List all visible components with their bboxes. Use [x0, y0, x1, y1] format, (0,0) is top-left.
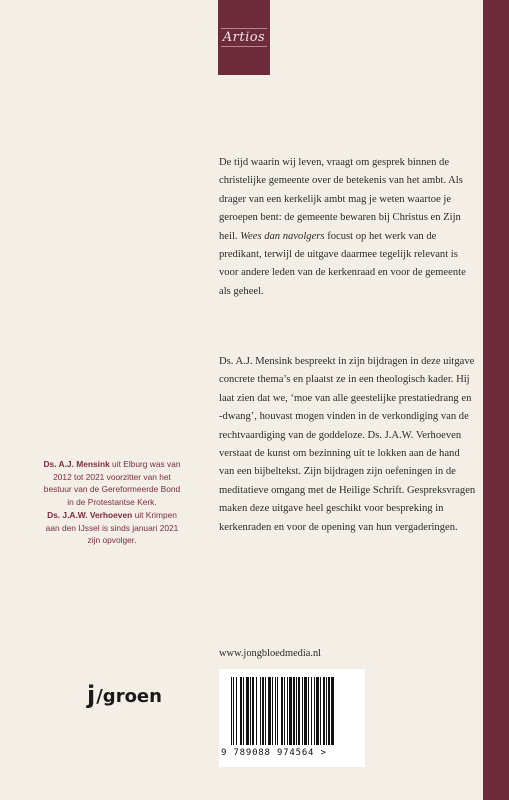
- blurb-paragraph-2: [219, 353, 477, 537]
- author-1-name: Ds. A.J. Mensink: [43, 459, 110, 469]
- barcode-bars: [231, 677, 353, 745]
- barcode-bar: [334, 677, 335, 745]
- isbn-digits: 9 789088 974564 >: [221, 748, 327, 758]
- blurb-p1-part-a: De tijd waarin wij leven, vraagt om gesprek binnen de christelijke gemeente over de betekenis van het ambt. Als drager van een kerkelijk ambt mag je weten waartoe je geroepen bent: de gemeente bewaren bij Christus en Zijn heil.: [219, 157, 463, 242]
- author-bios: [40, 458, 184, 547]
- author-2-name: Ds. J.A.W. Verhoeven: [47, 509, 133, 520]
- blurb-p2-text: Ds. A.J. Mensink bespreekt in zijn bijdragen in deze uitgave concrete thema’s en plaatst ze in een theologisch kader. Hij laat zien dat we, ‘moe van alle geestelijke prestatiedrang en -dwang’, houvast mogen vinden in de verkondiging van de rechtvaardiging van de goddeloze. Ds. J.A.W. Verhoeven verstaat de kunst om bezinning uit te lokken aan de hand van een bijbeltekst. Zijn bijdragen zijn oefeningen in de meditatieve omgang met de Heilige Schrift. Gespreksvragen maken deze uitgave heel geschikt voor bespreking in kerkenraden en voor de opening van hun vergaderingen.: [219, 356, 476, 533]
- publisher-mark: j: [87, 681, 96, 709]
- series-logo-text: Artios: [222, 30, 266, 45]
- publisher-logo: [87, 683, 162, 707]
- blurb-paragraph-1: [219, 154, 477, 301]
- isbn-barcode: [219, 669, 365, 767]
- publisher-series-logo: [218, 0, 270, 75]
- blurb-p1-part-b: focust op het werk van de predikant, terwijl de uitgave daarmee tegelijk relevant is voor andere leden van de kerkenraad en voor de gemeente als geheel.: [219, 230, 466, 297]
- publisher-name: /groen: [96, 686, 162, 707]
- book-spine: [483, 0, 509, 800]
- blurb-book-title: Wees dan navolgers: [240, 230, 325, 242]
- author-2-bio: uit Krimpen aan den IJssel is sinds januari 2021 zijn opvolger.: [45, 509, 179, 546]
- author-1-bio: uit Elburg was van 2012 tot 2021 voorzitter van het bestuur van de Gereformeerde Bond in de Protestantse Kerk.: [43, 459, 181, 508]
- publisher-url: www.jongbloedmedia.nl: [219, 648, 322, 659]
